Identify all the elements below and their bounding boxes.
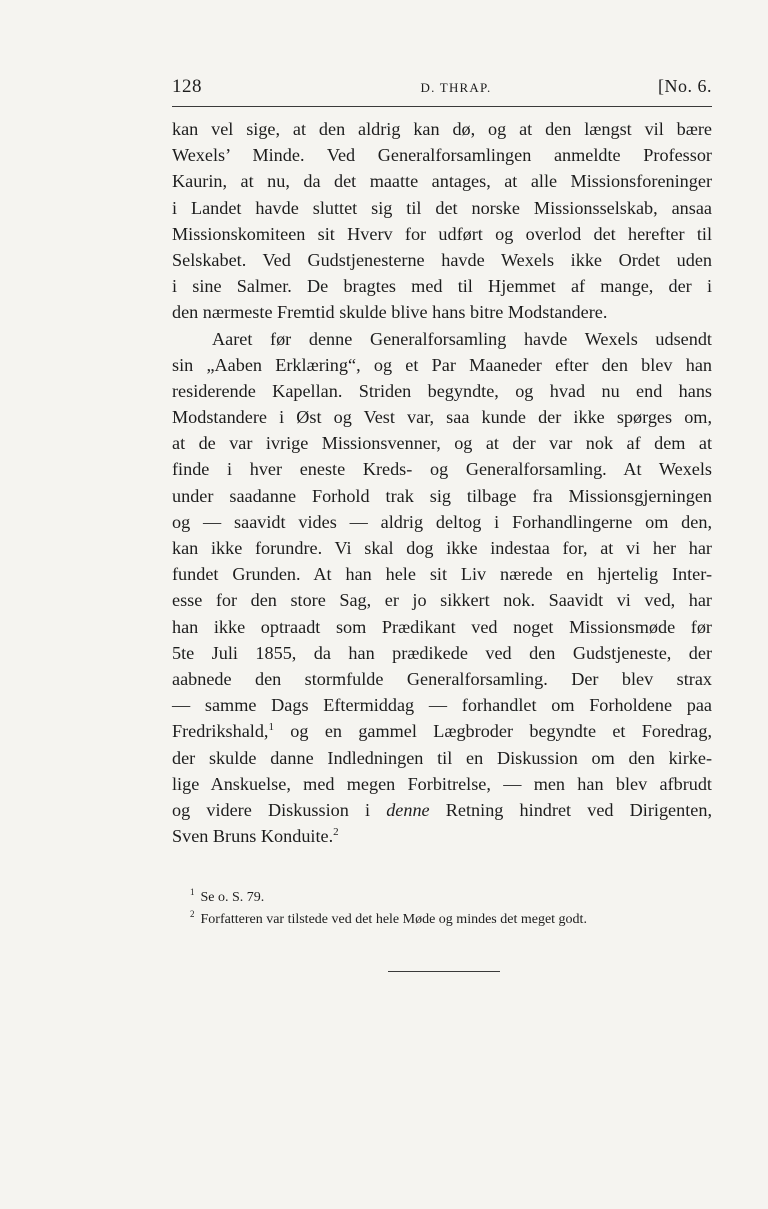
text-run: og en gammel Lægbroder begyndte et Foredrag, (273, 721, 712, 742)
text-line: esse for den store Sag, er jo sikkert nok. Saavidt vi ved, har (172, 590, 712, 611)
footnote-text: Forfatteren var tilstede ved det hele Møde og mindes det meget godt. (200, 912, 587, 927)
text-line: residerende Kapellan. Striden begyndte, og hvad nu end hans (172, 380, 712, 401)
text-line: han ikke optraadt som Prædikant ved noget Missionsmøde før (172, 616, 712, 637)
text-line: den nærmeste Fremtid skulde blive hans bitre Modstandere. (172, 302, 608, 323)
text-line: Wexels’ Minde. Ved Generalforsamlingen anmeldte Professor (172, 145, 712, 166)
text-run: Fredrikshald, (172, 721, 269, 742)
text-run: Sven Bruns Konduite. (172, 826, 334, 847)
bottom-rule (388, 971, 500, 972)
text-line: aabnede den stormfulde Generalforsamling. Der blev strax (172, 668, 712, 689)
footnotes (190, 887, 720, 931)
text-line (172, 718, 712, 744)
text-line: at de var ivrige Missionsvenner, og at der var nok af dem at (172, 433, 712, 454)
text-line: Kaurin, at nu, da det maatte antages, at alle Missionsforeninger (172, 171, 712, 192)
text-line: Modstandere i Øst og Vest var, saa kunde der ikke spørges om, (172, 407, 712, 428)
footnote-mark: 2 (190, 909, 195, 920)
text-line: under saadanne Forhold trak sig tilbage fra Missionsgjerningen (172, 485, 712, 506)
text-line: — samme Dags Eftermiddag — forhandlet om Forholdene paa (172, 695, 712, 716)
text-line (172, 797, 712, 823)
page-header (172, 76, 712, 104)
italic-word: denne (386, 799, 430, 820)
text-line: i Landet havde sluttet sig til det norske Missionsselskab, ansaa (172, 197, 712, 218)
header-rule (172, 106, 712, 107)
text-run: Retning hindret ved Dirigenten, (429, 799, 712, 820)
footnote (190, 887, 720, 909)
page-number: 128 (172, 76, 202, 97)
text-line: i sine Salmer. De bragtes med til Hjemmet af mange, der i (172, 276, 712, 297)
footnote-ref[interactable]: 1 (268, 721, 274, 734)
text-line: lige Anskuelse, med megen Forbitrelse, — men han blev afbrudt (172, 773, 712, 794)
footnote-text: Se o. S. 79. (200, 890, 265, 905)
text-line: fundet Grunden. At han hele sit Liv nærede en hjertelig Inter- (172, 564, 712, 585)
text-line: kan vel sige, at den aldrig kan dø, og at den længst vil bære (172, 119, 712, 139)
footnote-mark: 1 (190, 887, 195, 898)
footnote-ref[interactable]: 2 (333, 826, 339, 838)
body-text (172, 116, 712, 849)
text-line: kan ikke forundre. Vi skal dog ikke indestaa for, at vi her har (172, 538, 712, 558)
text-run: og videre Diskussion i (172, 799, 387, 820)
text-line: sin „Aaben Erklæring“, og et Par Maaneder efter den blev han (172, 354, 712, 375)
text-line: Selskabet. Ved Gudstjenesterne havde Wexels ikke Ordet uden (172, 249, 712, 270)
text-line: der skulde danne Indledningen til en Diskussion om den kirke- (172, 747, 712, 768)
text-line: og — saavidt vides — aldrig deltog i Forhandlingerne om den, (172, 511, 712, 532)
text-line: finde i hver eneste Kreds- og Generalforsamling. At Wexels (172, 459, 712, 480)
running-head: D. THRAP. (420, 80, 492, 95)
text-line (172, 823, 712, 849)
issue-number: [No. 6. (658, 76, 712, 96)
text-line: 5te Juli 1855, da han prædikede ved den Gudstjeneste, der (172, 642, 712, 663)
text-line: Missionskomiteen sit Hverv for udført og overlod det herefter til (172, 223, 712, 244)
text-line: Aaret før denne Generalforsamling havde Wexels udsendt (212, 328, 712, 349)
footnote (190, 909, 720, 931)
